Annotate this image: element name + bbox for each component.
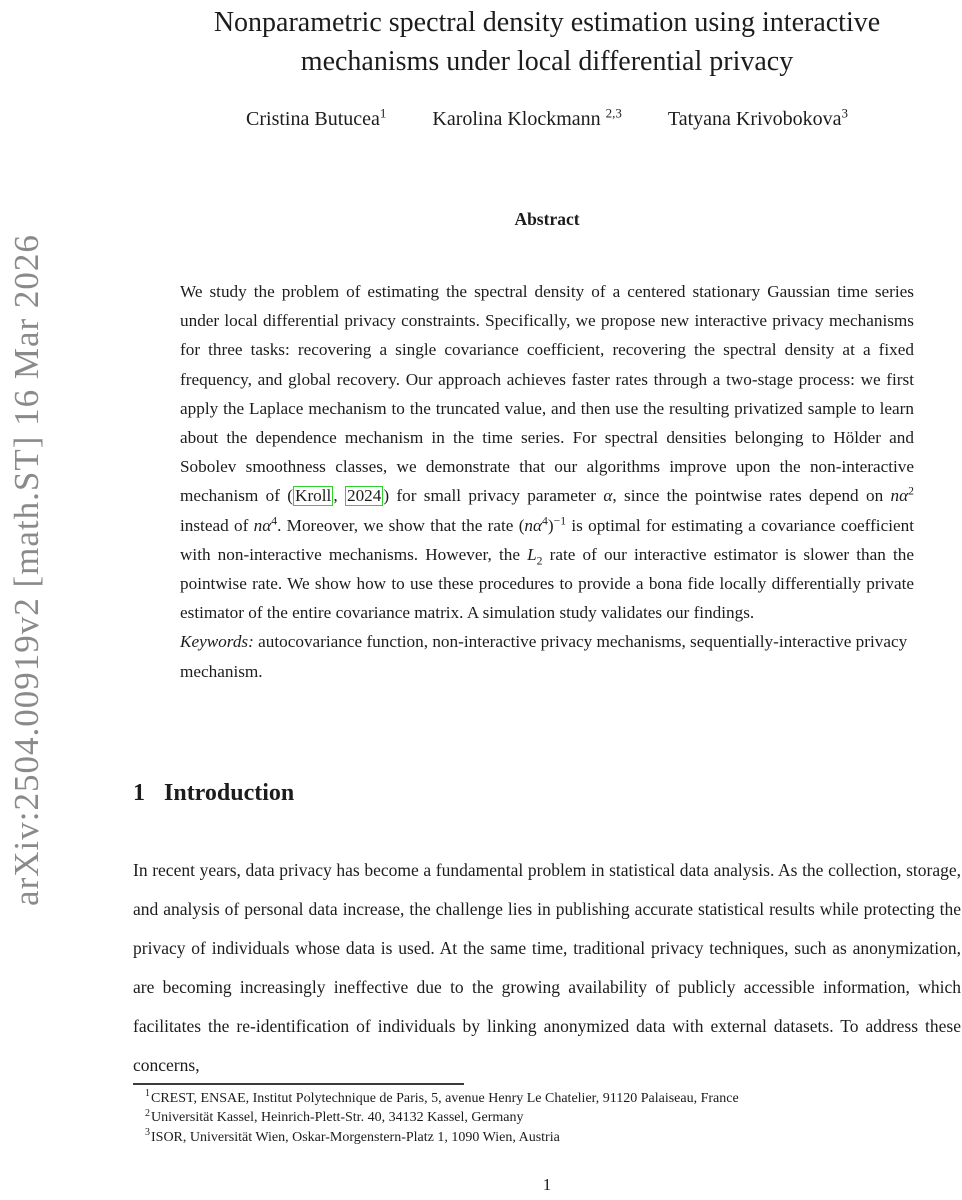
- footnote-area: [133, 1083, 961, 1147]
- script-text: 2: [536, 554, 543, 568]
- arxiv-stamp: arXiv:2504.00919v2 [math.ST] 16 Mar 2026: [7, 234, 46, 906]
- abstract-paragraph: We study the problem of estimating the spectral density of a centered stationary Gaussian time series under local differential privacy constraints. Specifically, we propose new interactive privacy mechanisms for three tasks: recovering a single covariance coefficient, recovering the spectral density at a fixed frequency, and global recovery. Our approach achieves faster rates through a two-stage process: we first apply the Laplace mechanism to the truncated value, and then use the resulting privatized sample to learn about the dependence mechanism in the time series. For spectral densities belonging to Hölder and Sobolev smoothness classes, we demonstrate that our algorithms improve upon the non-interactive mechanism of ( Kroll , 2024 ) for small privacy parameter α, since the pointwise rates depend on $n\alpha^2$ instead of $n\alpha^4$. Moreover, we show that the rate $(n\alpha^4)^{-1}$ is optimal for estimating a covariance coefficient with non-interactive mechanisms. However, the $L_2$ rate of our interactive estimator is slower than the pointwise rate. We show how to use these procedures to provide a bona fide locally differentially private estimator of the entire covariance matrix. A simulation study validates our findings.: [180, 282, 915, 623]
- footnote-2: [133, 1108, 961, 1127]
- footnote-rule: [133, 1083, 464, 1085]
- author-affiliation-mark: 1: [379, 105, 387, 121]
- footnote-text: CREST, ENSAE, Institut Polytechnique de Paris, 5, avenue Henry Le Chatelier, 91120 Palaiseau, France: [151, 1091, 739, 1106]
- abstract-block: [180, 277, 914, 686]
- abstract-heading: Abstract: [514, 209, 580, 229]
- footnote-1: [133, 1089, 961, 1108]
- script-text: 4: [271, 513, 278, 527]
- author-affiliation-mark: 2,3: [605, 105, 622, 121]
- author-name: Karolina Klockmann: [432, 108, 606, 130]
- paper-page: [133, 0, 961, 1200]
- keywords-text: autocovariance function, non-interactive privacy mechanisms, sequentially-interactive privacy mechanism.: [180, 632, 908, 681]
- paper-title: [133, 0, 961, 81]
- script-text: 2: [908, 484, 915, 498]
- introduction-paragraph: In recent years, data privacy has become a fundamental problem in statistical data analysis. As the collection, storage, and analysis of personal data increase, the challenge lies in publishing accurate statistical results while protecting the privacy of individuals whose data is used. At the same time, traditional privacy techniques, such as anonymization, are becoming increasingly ineffective due to the growing availability of publicly accessible information, which facilitates the re-identification of individuals by linking anonymized data with external datasets. To address these concerns,: [133, 860, 961, 1075]
- author-list: [133, 105, 961, 131]
- author-affiliation-mark: 3: [841, 105, 848, 121]
- math-inline: nα: [890, 486, 909, 506]
- math-inline: α: [603, 486, 613, 506]
- section-title: Introduction: [164, 780, 295, 806]
- title-line-2: mechanisms under local differential privacy: [300, 46, 794, 77]
- footnote-mark: 2: [145, 1107, 150, 1119]
- math-inline: L: [527, 544, 537, 564]
- script-text: 4: [542, 513, 548, 527]
- citation-link[interactable]: Kroll: [295, 486, 332, 506]
- footnote-text: Universität Kassel, Heinrich-Plett-Str. 40, 34132 Kassel, Germany: [151, 1110, 524, 1126]
- keywords-line: [180, 627, 914, 685]
- title-line-1: Nonparametric spectral density estimation using interactive: [213, 7, 881, 38]
- author-3: [667, 105, 848, 131]
- author-name: Tatyana Krivobokova: [667, 108, 842, 130]
- math-inline: nα: [524, 515, 543, 535]
- section-number: 1: [133, 780, 145, 806]
- script-text: −1: [553, 513, 567, 527]
- section-1-heading: [133, 780, 294, 807]
- page-number: 1: [542, 1175, 552, 1194]
- keywords-label: Keywords:: [180, 632, 254, 652]
- footnote-text: ISOR, Universität Wien, Oskar-Morgenstern-Platz 1, 1090 Wien, Austria: [151, 1129, 560, 1145]
- math-inline: nα: [253, 515, 272, 535]
- footnote-mark: 1: [145, 1088, 150, 1100]
- footnote-mark: 3: [145, 1126, 150, 1138]
- author-name: Cristina Butucea: [246, 108, 380, 130]
- footnote-3: [133, 1128, 961, 1147]
- citation-link[interactable]: 2024: [346, 486, 382, 506]
- author-2: [432, 105, 622, 131]
- author-1: [246, 105, 387, 131]
